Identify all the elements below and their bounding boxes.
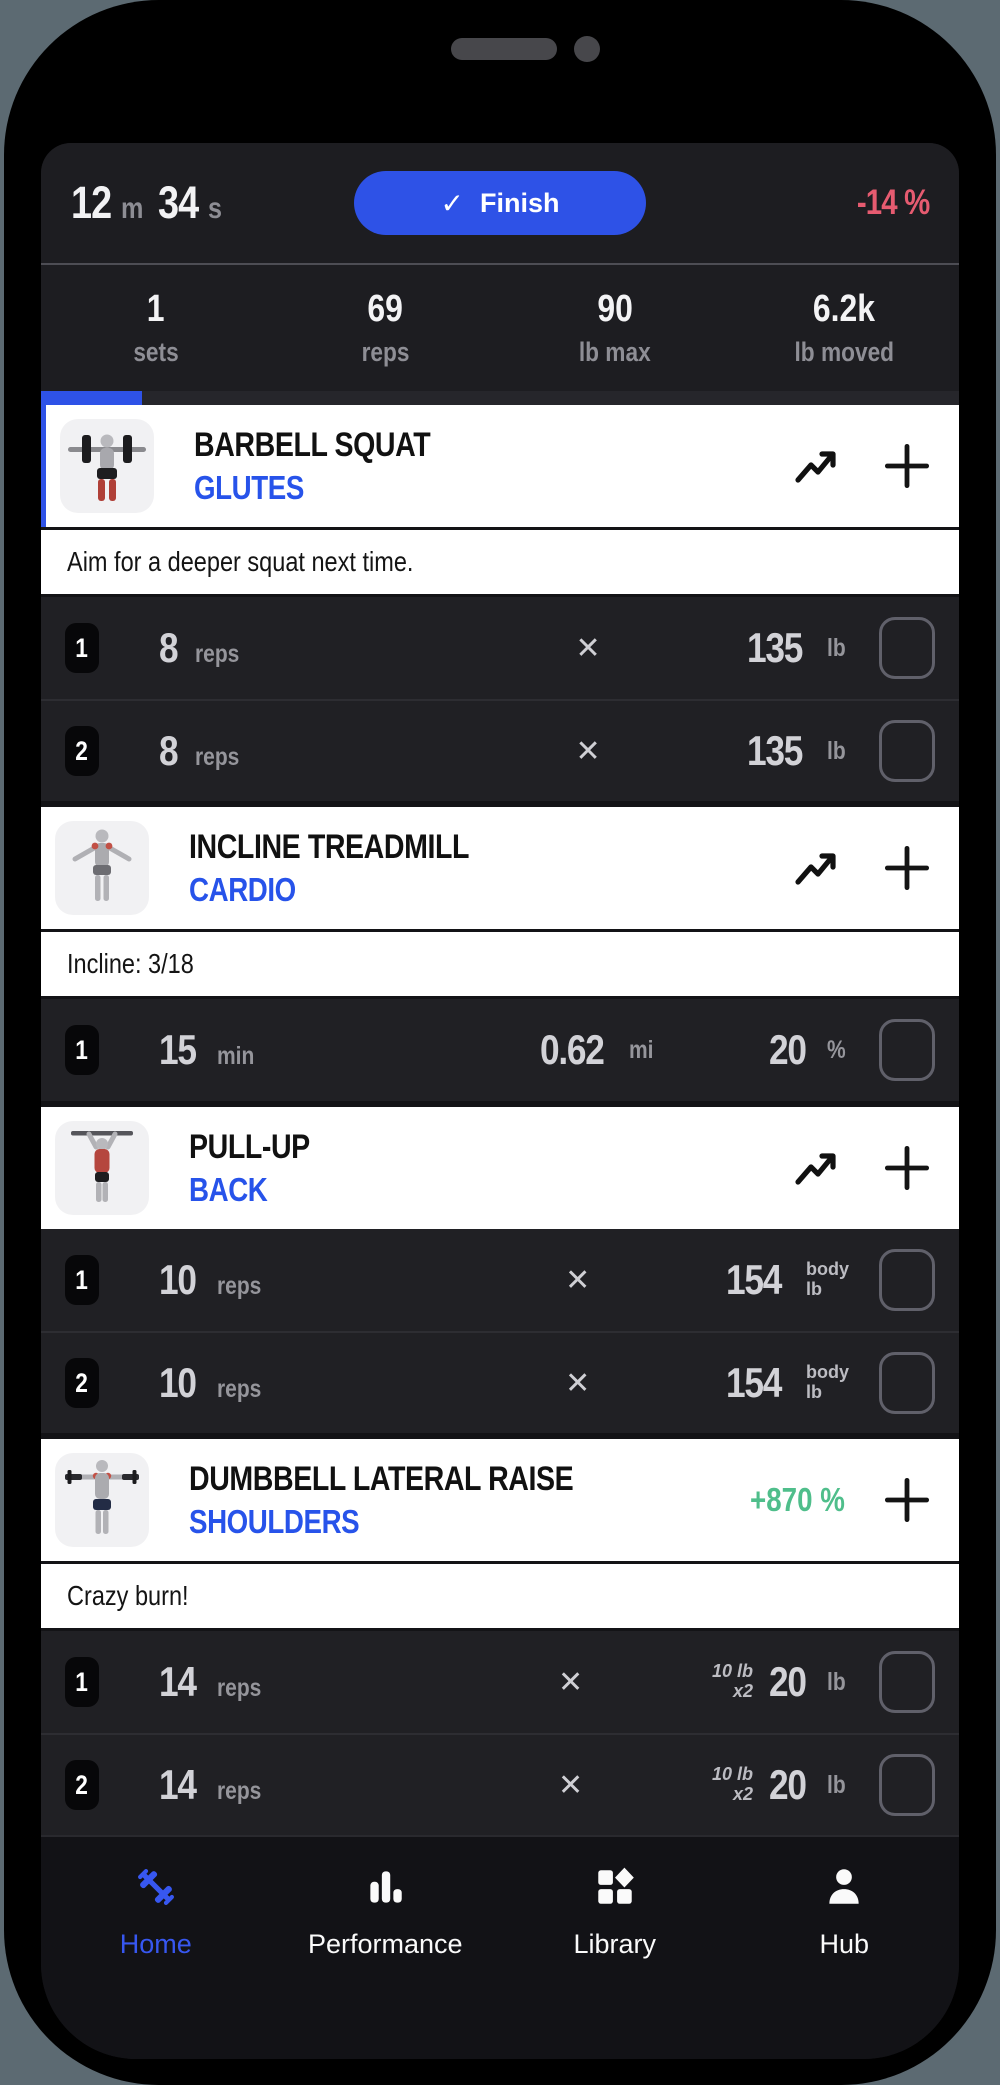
stat-value — [271, 288, 501, 331]
multiply-cell — [429, 1366, 726, 1401]
set-value: 135 — [747, 727, 803, 774]
set-value: 14 — [159, 1658, 196, 1705]
stats-row — [41, 265, 959, 391]
exercise-card-actions — [793, 442, 931, 490]
set-value-cell — [747, 727, 849, 775]
set-value-cell — [712, 1658, 849, 1706]
exercise-note-text: Crazy burn! — [67, 1580, 189, 1611]
set-value: 14 — [159, 1761, 196, 1808]
multiply-cell — [429, 631, 747, 666]
set-row — [41, 597, 959, 699]
stat-item — [41, 288, 271, 368]
exercise-name-text: BARBELL SQUAT — [194, 425, 431, 464]
set-value-cell — [159, 624, 429, 672]
set-value: 10 — [159, 1256, 196, 1303]
finish-button[interactable] — [354, 171, 646, 235]
stat-label-text: lb max — [578, 337, 651, 367]
exercise-card-actions — [732, 1476, 931, 1524]
set-value-cell — [159, 1256, 429, 1304]
set-value-cell — [429, 1026, 769, 1074]
set-unit-line: lb — [806, 1382, 822, 1402]
library-grid-icon-wrap — [592, 1864, 638, 1913]
library-grid-icon — [592, 1864, 638, 1910]
set-checkbox[interactable] — [879, 1249, 935, 1311]
set-value-cell — [726, 1256, 849, 1304]
exercise-note — [41, 527, 959, 597]
plus-icon — [883, 844, 931, 892]
workout-delta-percent: -14 % — [856, 183, 929, 222]
set-value: 154 — [726, 1359, 782, 1406]
set-number-text: 2 — [75, 1769, 89, 1800]
timer-minutes: 12 — [71, 177, 112, 228]
set-number-badge[interactable] — [65, 1657, 99, 1707]
exercise-muscle — [194, 469, 475, 507]
multiply-cell — [429, 734, 747, 769]
nav-label: Performance — [307, 1929, 463, 1959]
stat-value — [41, 288, 271, 331]
nav-label: Hub — [819, 1929, 870, 1959]
set-row — [41, 1733, 959, 1835]
set-value-cell — [712, 1761, 849, 1809]
exercise-delta-text: +870 % — [750, 1481, 845, 1518]
set-value: 135 — [747, 624, 803, 671]
dumbbell-icon — [133, 1864, 179, 1910]
stat-value-text: 90 — [596, 288, 633, 330]
exercise-card-actions — [793, 1144, 931, 1192]
set-value: 20 — [769, 1026, 806, 1073]
set-checkbox[interactable] — [879, 1754, 935, 1816]
stat-label-text: sets — [133, 337, 179, 367]
set-number-badge[interactable] — [65, 1255, 99, 1305]
nav-hub[interactable] — [730, 1863, 960, 2059]
exercise-muscle — [189, 871, 522, 909]
exercise-thumbnail[interactable] — [55, 821, 149, 915]
weight-per-hand-line: x2 — [733, 1784, 754, 1804]
exercise-section-barbell-squat — [41, 405, 959, 801]
exercise-card — [41, 1107, 959, 1229]
exercise-card — [41, 405, 959, 527]
multiply-icon: ✕ — [575, 631, 601, 665]
stat-value — [730, 288, 960, 331]
set-value-cell — [769, 1026, 849, 1074]
plus-icon — [883, 1144, 931, 1192]
stat-item — [500, 288, 730, 368]
exercise-thumbnail[interactable] — [55, 1453, 149, 1547]
set-number-text: 2 — [75, 1367, 89, 1398]
set-row — [41, 1331, 959, 1433]
workout-header — [41, 143, 959, 265]
set-unit-stacked — [806, 1260, 849, 1300]
exercise-muscle-text: CARDIO — [189, 870, 296, 908]
workout-summary-block — [41, 143, 959, 391]
set-unit: reps — [216, 1777, 262, 1805]
camera-dot-icon — [574, 36, 600, 62]
set-value: 8 — [159, 624, 178, 671]
exercise-thumbnail[interactable] — [60, 419, 154, 513]
set-unit: reps — [216, 1674, 262, 1702]
set-number-text: 1 — [75, 1034, 89, 1065]
stat-item — [271, 288, 501, 368]
timer-seconds: 34 — [157, 177, 199, 228]
set-row — [41, 999, 959, 1101]
trend-up-icon — [793, 846, 845, 890]
exercise-delta-percent — [732, 1481, 845, 1519]
set-unit: % — [826, 1035, 846, 1064]
progress-bar — [41, 391, 959, 405]
set-unit-line: lb — [806, 1279, 822, 1299]
set-value-cell — [747, 624, 849, 672]
set-row — [41, 1229, 959, 1331]
exercise-section-dumbbell-lateral-raise — [41, 1439, 959, 1835]
exercise-note — [41, 929, 959, 999]
set-value-cell — [726, 1359, 849, 1407]
set-value-cell — [159, 727, 429, 775]
exercise-thumbnail[interactable] — [55, 1121, 149, 1215]
weight-per-hand-note — [712, 1662, 753, 1702]
set-value: 10 — [159, 1359, 196, 1406]
nav-home[interactable] — [41, 1863, 271, 2059]
set-value: 0.62 — [539, 1026, 604, 1073]
set-value-cell — [159, 1761, 429, 1809]
multiply-cell — [429, 1768, 712, 1803]
progress-fill — [41, 391, 142, 405]
set-number-badge[interactable] — [65, 1760, 99, 1810]
set-unit: lb — [826, 1770, 846, 1799]
speaker-grille-icon — [451, 38, 557, 60]
weight-per-hand-note — [712, 1765, 753, 1805]
set-value: 154 — [726, 1256, 782, 1303]
exercise-section-incline-treadmill — [41, 807, 959, 1101]
set-number-badge[interactable] — [65, 726, 99, 776]
stat-label — [500, 337, 730, 368]
phone-frame — [4, 0, 996, 2085]
person-icon-wrap — [821, 1864, 867, 1913]
squat-figure-icon — [60, 419, 154, 513]
set-unit: reps — [194, 640, 240, 668]
exercise-list — [41, 405, 959, 1835]
exercise-name — [189, 828, 522, 867]
pullup-figure-icon — [55, 1121, 149, 1215]
workout-timer — [71, 177, 235, 229]
set-value-cell — [159, 1359, 429, 1407]
multiply-icon: ✕ — [565, 1366, 591, 1400]
set-number-text: 1 — [75, 632, 89, 663]
exercise-card-actions — [793, 844, 931, 892]
stat-label-text: reps — [361, 337, 410, 367]
multiply-cell — [429, 1665, 712, 1700]
set-number-badge[interactable] — [65, 1358, 99, 1408]
set-number-text: 1 — [75, 1666, 89, 1697]
trend-up-icon — [793, 444, 845, 488]
nav-performance[interactable] — [271, 1863, 501, 2059]
trend-chart-button[interactable] — [793, 846, 845, 890]
multiply-icon: ✕ — [557, 1665, 584, 1699]
set-checkbox[interactable] — [879, 1019, 935, 1081]
weight-per-hand-line: 10 lb — [712, 1764, 754, 1785]
dumbbell-icon-wrap — [133, 1864, 179, 1913]
standing-figure-icon — [55, 821, 149, 915]
set-unit: lb — [826, 1667, 846, 1696]
exercise-note — [41, 1561, 959, 1631]
bottom-nav — [41, 1835, 959, 2059]
stat-label-text: lb moved — [794, 337, 895, 367]
set-unit: min — [216, 1042, 255, 1070]
set-unit: reps — [216, 1375, 262, 1403]
exercise-titles — [189, 828, 522, 909]
trend-up-icon — [793, 1146, 845, 1190]
set-number-badge[interactable] — [65, 1025, 99, 1075]
set-checkbox[interactable] — [879, 1651, 935, 1713]
exercise-muscle — [189, 1171, 333, 1209]
exercise-muscle-text: GLUTES — [194, 468, 304, 506]
stat-label — [730, 337, 960, 368]
set-unit-line: body — [806, 1362, 849, 1383]
set-number-text: 2 — [75, 735, 89, 766]
set-value-cell — [159, 1026, 429, 1074]
nav-label: Home — [119, 1929, 192, 1959]
set-unit: reps — [194, 743, 240, 771]
multiply-icon: ✕ — [557, 1768, 584, 1802]
trend-chart-button[interactable] — [793, 444, 845, 488]
add-set-button[interactable] — [883, 1476, 931, 1524]
weight-per-hand-line: x2 — [733, 1681, 754, 1701]
person-icon — [821, 1864, 867, 1910]
nav-label: Library — [573, 1929, 657, 1959]
bar-chart-icon-wrap — [362, 1864, 408, 1913]
exercise-name-text: INCLINE TREADMILL — [189, 827, 470, 866]
multiply-icon: ✕ — [575, 734, 601, 768]
trend-chart-button[interactable] — [793, 1146, 845, 1190]
exercise-titles — [189, 1128, 333, 1209]
set-checkbox[interactable] — [879, 617, 935, 679]
set-checkbox[interactable] — [879, 1352, 935, 1414]
exercise-name — [194, 426, 475, 465]
set-value-cell — [159, 1658, 429, 1706]
exercise-note-text: Aim for a deeper squat next time. — [67, 546, 414, 577]
plus-icon — [883, 442, 931, 490]
exercise-name-text: DUMBBELL LATERAL RAISE — [189, 1459, 574, 1498]
set-row — [41, 699, 959, 801]
multiply-icon: ✕ — [565, 1263, 591, 1297]
exercise-muscle-text: BACK — [189, 1170, 268, 1208]
set-unit: lb — [826, 736, 846, 765]
timer-minutes-unit: m — [121, 192, 144, 225]
exercise-note-text: Incline: 3/18 — [67, 948, 194, 979]
exercise-section-pull-up — [41, 1107, 959, 1433]
exercise-name-text: PULL-UP — [189, 1127, 310, 1166]
finish-button-label: Finish — [479, 187, 560, 218]
exercise-card — [41, 807, 959, 929]
set-row — [41, 1631, 959, 1733]
set-number-text: 1 — [75, 1264, 89, 1295]
set-value: 8 — [159, 727, 178, 774]
stat-label — [41, 337, 271, 368]
stat-item — [730, 288, 960, 368]
set-value: 15 — [159, 1026, 196, 1073]
exercise-name — [189, 1460, 646, 1499]
add-set-button[interactable] — [883, 442, 931, 490]
set-unit-line: body — [806, 1259, 849, 1280]
multiply-cell — [429, 1263, 726, 1298]
plus-icon — [883, 1476, 931, 1524]
exercise-titles — [194, 426, 475, 507]
exercise-name — [189, 1128, 333, 1167]
add-set-button[interactable] — [883, 1144, 931, 1192]
stat-value-text: 1 — [146, 288, 165, 330]
lateral-figure-icon — [55, 1453, 149, 1547]
nav-library[interactable] — [500, 1863, 730, 2059]
stat-value-text: 69 — [367, 288, 404, 330]
set-checkbox[interactable] — [879, 720, 935, 782]
exercise-card — [41, 1439, 959, 1561]
exercise-muscle — [189, 1503, 646, 1541]
set-number-badge[interactable] — [65, 623, 99, 673]
add-set-button[interactable] — [883, 844, 931, 892]
timer-seconds-unit: s — [207, 192, 222, 225]
bar-chart-icon — [362, 1864, 408, 1910]
set-value: 20 — [769, 1658, 806, 1705]
set-unit: lb — [826, 633, 846, 662]
exercise-muscle-text: SHOULDERS — [189, 1502, 360, 1540]
app-screen — [41, 143, 959, 2059]
stat-label — [271, 337, 501, 368]
weight-per-hand-line: 10 lb — [712, 1661, 754, 1682]
set-value: 20 — [769, 1761, 806, 1808]
check-icon: ✓ — [440, 187, 464, 219]
exercise-titles — [189, 1460, 646, 1541]
stat-value-text: 6.2k — [813, 288, 876, 330]
set-unit: mi — [629, 1035, 654, 1064]
stat-value — [500, 288, 730, 331]
set-unit: reps — [216, 1272, 262, 1300]
set-unit-stacked — [806, 1363, 849, 1403]
